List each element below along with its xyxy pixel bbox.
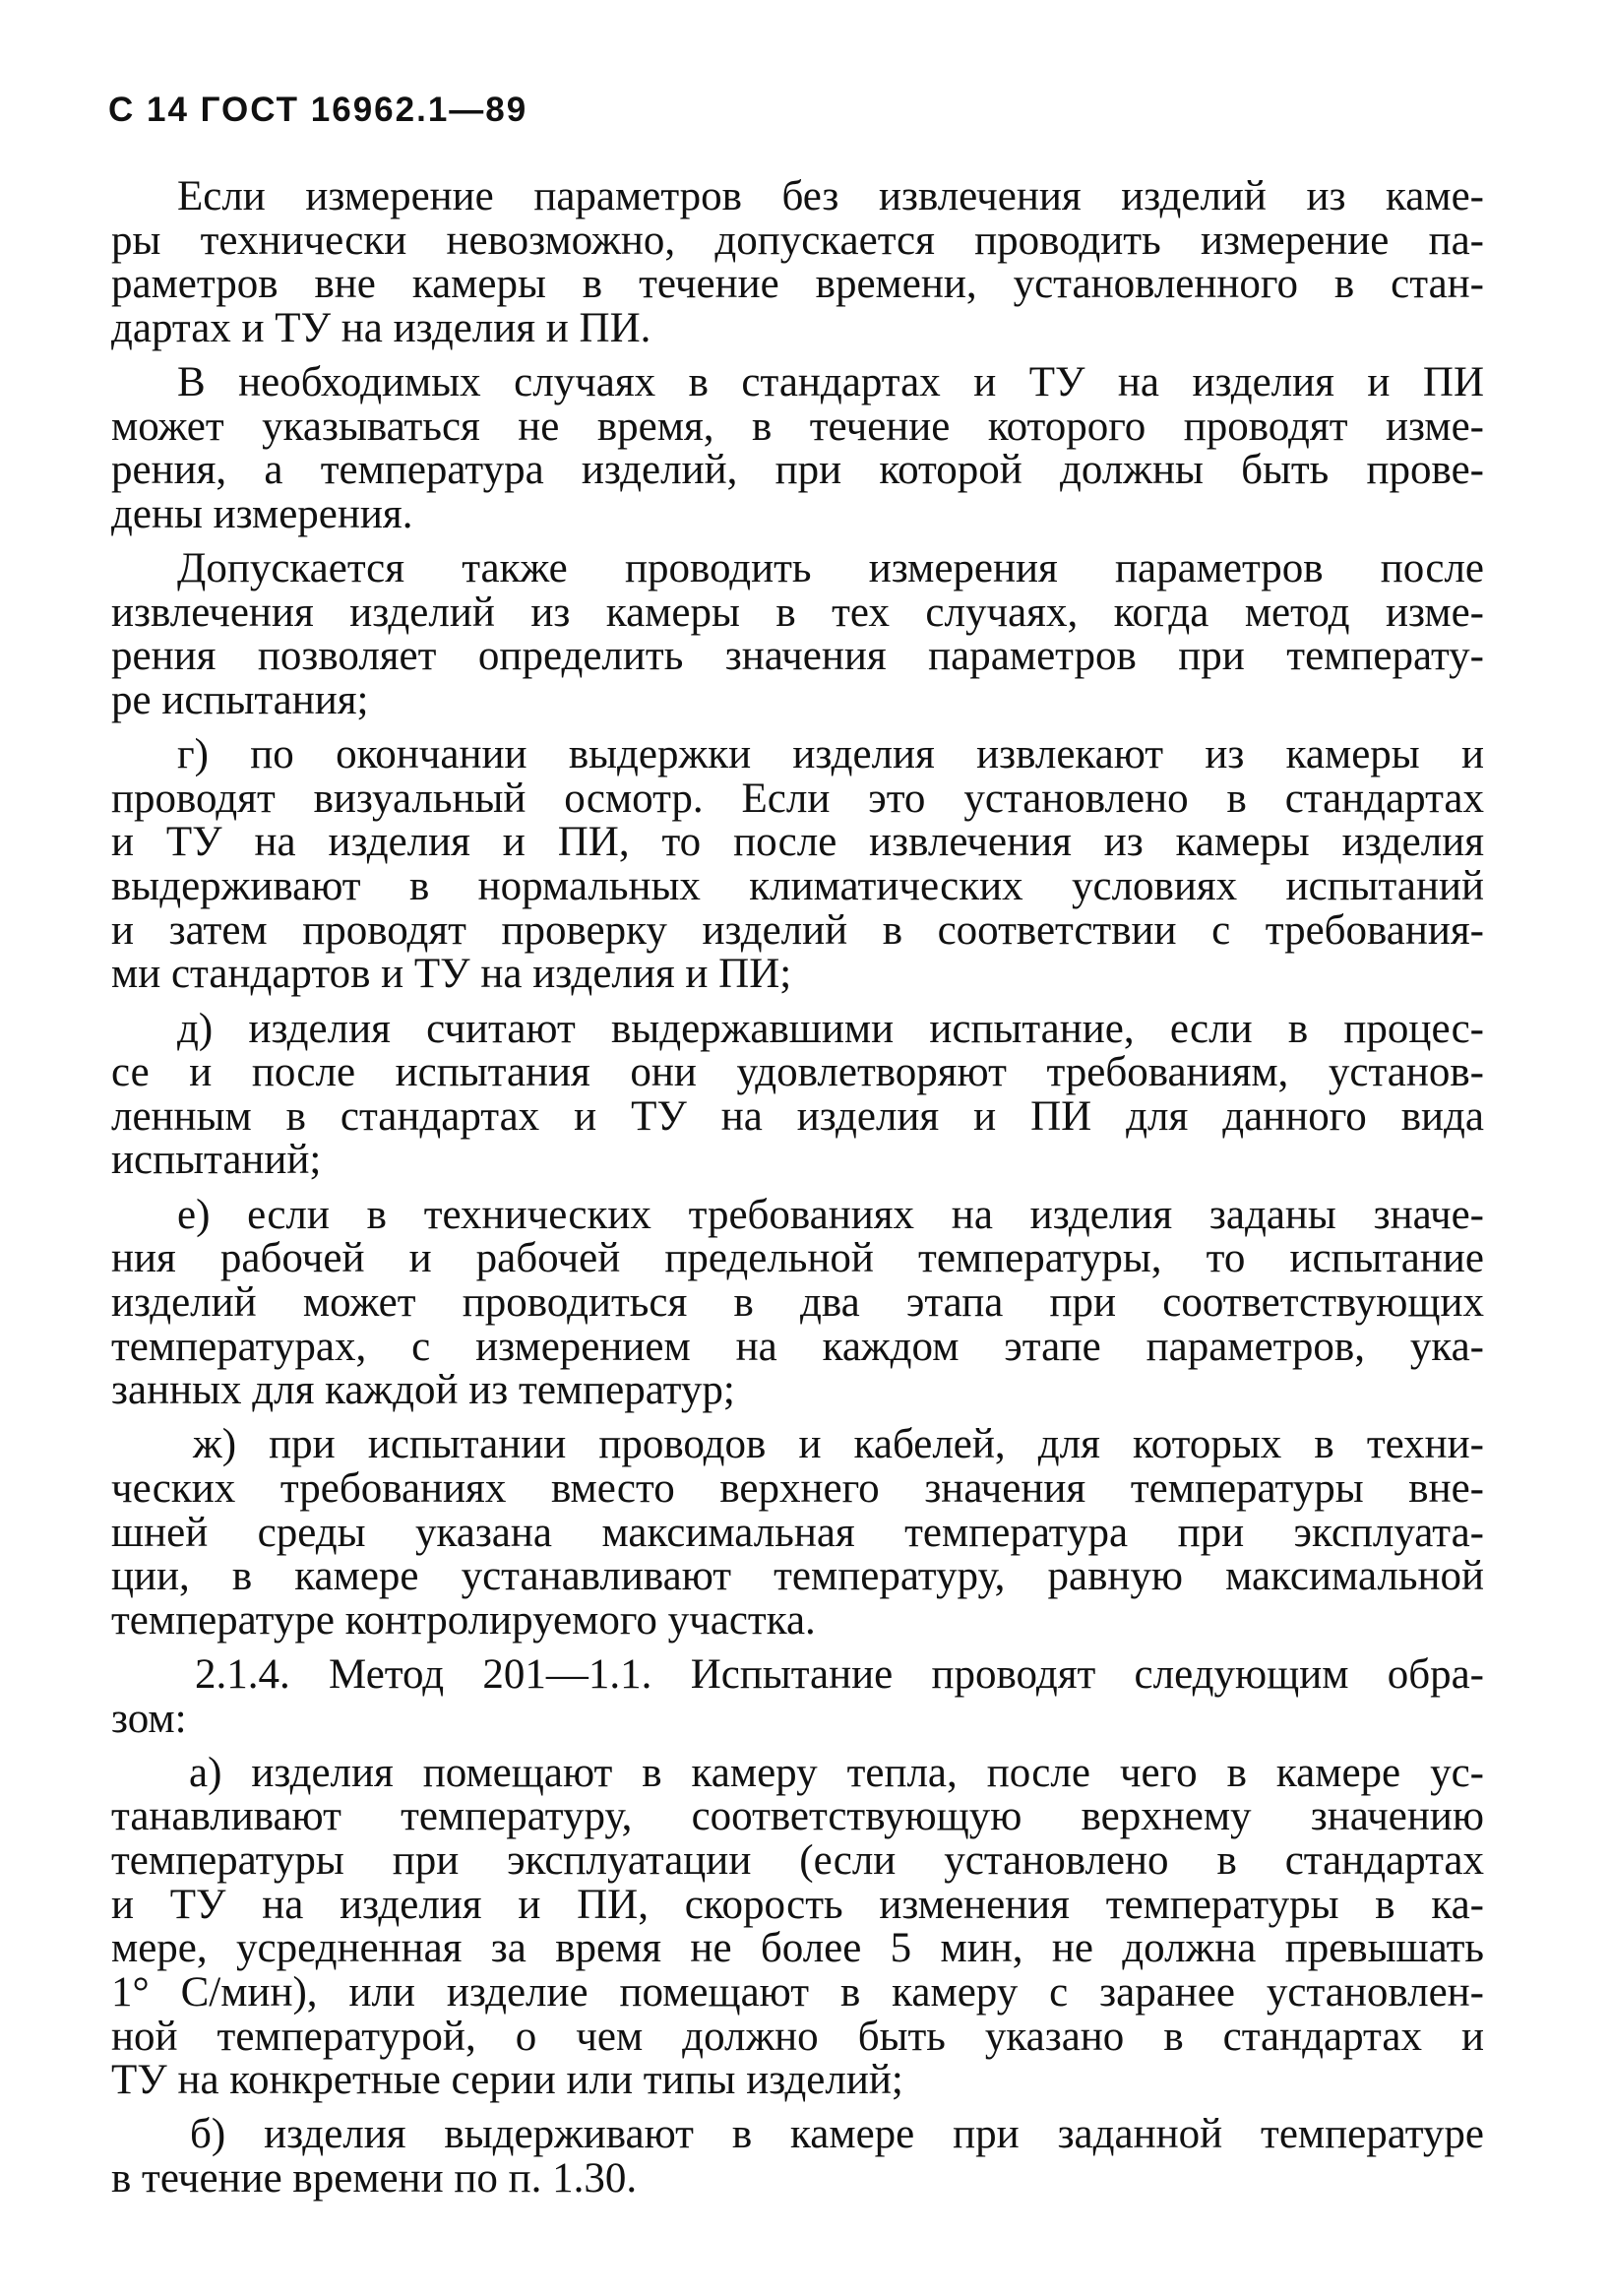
text-line: танавливают температуру, соответствующую верхнему значению (111, 1793, 1484, 1840)
text-line: температуры при эксплуатации (если установлено в стандартах (111, 1837, 1484, 1885)
text-line: ры технически невозможно, допускается проводить измерение па- (111, 217, 1484, 264)
list-item-a (111, 1749, 1484, 2104)
page-body (111, 175, 1484, 2202)
text-line: г) по окончании выдержки изделия извлекают из камеры и (177, 731, 1484, 778)
text-line: Допускается также проводить измерения параметров после (177, 545, 1484, 592)
text-line: и ТУ на изделия и ПИ, скорость изменения температуры в ка- (111, 1881, 1484, 1928)
list-item-e (111, 1191, 1484, 1414)
text-line: В необходимых случаях в стандартах и ТУ на изделия и ПИ (177, 359, 1484, 406)
list-item-g (111, 733, 1484, 997)
text-line: дартах и ТУ на изделия и ПИ. (111, 304, 651, 351)
text-line: проводят визуальный осмотр. Если это установлено в стандартах (111, 775, 1484, 822)
list-item-zh (111, 1423, 1484, 1643)
text-line: ре испытания; (111, 677, 369, 724)
text-line: ния рабочей и рабочей предельной температуры, то испытание (111, 1235, 1484, 1282)
text-line: се и после испытания они удовлетворяют требованиям, установ- (111, 1049, 1484, 1096)
paragraph (111, 547, 1484, 723)
text-line: ми стандартов и ТУ на изделия и ПИ; (111, 951, 792, 998)
text-line: 1° С/мин), или изделие помещают в камеру с заранее установлен- (111, 1968, 1484, 2016)
text-line: ТУ на конкретные серии или типы изделий; (111, 2057, 903, 2104)
list-item-d (111, 1005, 1484, 1184)
text-line: мере, усредненная за время не более 5 мин, не должна превышать (111, 1925, 1484, 1972)
text-line: б) изделия выдерживают в камере при заданной температуре (190, 2111, 1484, 2158)
text-line: ческих требованиях вместо верхнего значения температуры вне- (111, 1464, 1484, 1512)
text-line: ж) при испытании проводов и кабелей, для которых в техни- (193, 1421, 1484, 1468)
text-line: зом: (111, 1695, 187, 1742)
text-line: в течение времени по п. 1.30. (111, 2155, 638, 2203)
text-line: ленным в стандартах и ТУ на изделия и ПИ для данного вида (111, 1092, 1484, 1140)
text-line: и ТУ на изделия и ПИ, то после извлечения из камеры изделия (111, 819, 1484, 866)
text-line: испытаний; (111, 1137, 322, 1184)
text-line: раметров вне камеры в течение времени, установленного в стан- (111, 261, 1484, 308)
list-item-b (111, 2113, 1484, 2201)
text-line: температурах, с измерением на каждом этапе параметров, ука- (111, 1323, 1484, 1370)
paragraph (111, 361, 1484, 537)
text-line: температуре контролируемого участка. (111, 1596, 816, 1644)
text-line: выдерживают в нормальных климатических условиях испытаний (111, 863, 1484, 910)
text-line: 2.1.4. Метод 201—1.1. Испытание проводят следующим обра- (195, 1651, 1484, 1698)
page-header: С 14 ГОСТ 16962.1—89 (108, 91, 528, 129)
text-line: может указываться не время, в течение которого проводят изме- (111, 403, 1484, 450)
text-line: д) изделия считают выдержавшими испытание, если в процес- (177, 1005, 1484, 1052)
text-line: Если измерение параметров без извлечения изделий из каме- (177, 173, 1484, 219)
text-line: рения, а температура изделий, при которой должны быть прове- (111, 447, 1484, 494)
text-line: изделий может проводиться в два этапа при соответствующих (111, 1278, 1484, 1326)
text-line: ции, в камере устанавливают температуру, равную максимальной (111, 1553, 1484, 1600)
text-line: занных для каждой из температур; (111, 1367, 735, 1414)
text-line: и затем проводят проверку изделий в соответствии с требования- (111, 906, 1484, 954)
text-line: е) если в технических требованиях на изделия заданы значе- (177, 1191, 1484, 1238)
section-2-1-4 (111, 1653, 1484, 1741)
text-line: ной температурой, о чем должно быть указано в стандартах и (111, 2013, 1484, 2060)
text-line: извлечения изделий из камеры в тех случаях, когда метод изме- (111, 589, 1484, 636)
text-line: дены измерения. (111, 490, 413, 537)
text-line: а) изделия помещают в камеру тепла, после чего в камере ус- (189, 1749, 1484, 1796)
text-line: рения позволяет определить значения параметров при температу- (111, 633, 1484, 680)
text-line: шней среды указана максимальная температура при эксплуата- (111, 1509, 1484, 1556)
paragraph (111, 175, 1484, 351)
